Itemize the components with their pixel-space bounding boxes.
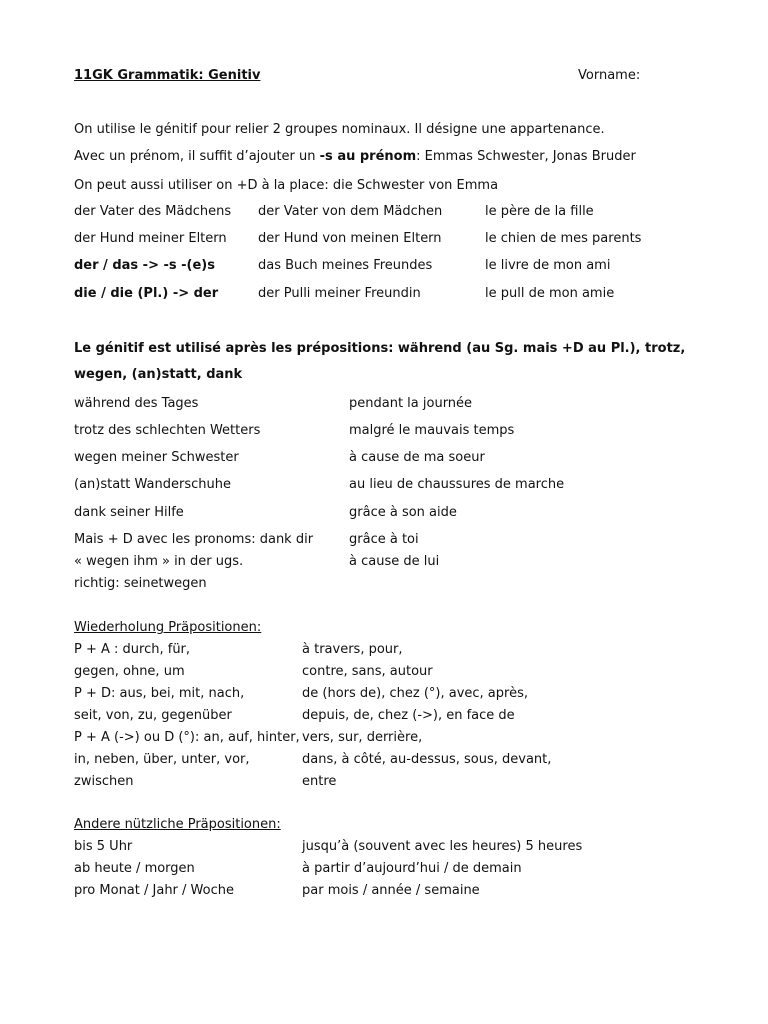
example-de: während des Tages [74,396,199,411]
review-de: P + A : durch, für, [74,642,191,657]
review-fr: de (hors de), chez (°), avec, après, [302,686,528,701]
intro-line-2-bold: -s au prénom [319,149,417,164]
example-fr: à cause de ma soeur [349,450,485,465]
other-de: bis 5 Uhr [74,839,133,854]
other-fr: jusqu’à (souvent avec les heures) 5 heures [302,839,583,854]
example-de: (an)statt Wanderschuhe [74,477,231,492]
review-fr: depuis, de, chez (->), en face de [302,708,515,723]
pronoun-note-fr: grâce à toi [349,532,419,547]
review-de: seit, von, zu, gegenüber [74,708,232,723]
intro-line-1: On utilise le génitif pour relier 2 groupes nominaux. Il désigne une appartenance. [74,122,605,137]
genitive-rule-masculine-neuter: der / das -> -s -(e)s [74,258,215,273]
french-translation: le livre de mon ami [485,258,611,273]
pronoun-note-de: Mais + D avec les pronoms: dank dir [74,532,314,547]
genitive-rule-feminine-plural: die / die (Pl.) -> der [74,286,219,301]
review-de: zwischen [74,774,134,789]
other-heading: Andere nützliche Präpositionen: [74,817,281,832]
review-de: P + D: aus, bei, mit, nach, [74,686,245,701]
example-fr: malgré le mauvais temps [349,423,515,438]
prepositions-heading-line-2: wegen, (an)statt, dank [74,367,243,382]
genitive-example: der Hund meiner Eltern [74,231,227,246]
review-fr: entre [302,774,337,789]
example-de: wegen meiner Schwester [74,450,239,465]
other-de: pro Monat / Jahr / Woche [74,883,234,898]
review-fr: dans, à côté, au-dessus, sous, devant, [302,752,552,767]
prepositions-heading-line-1: Le génitif est utilisé après les prépositions: während (au Sg. mais +D au Pl.), trotz, [74,341,686,356]
french-translation: le pull de mon amie [485,286,615,301]
example-fr: pendant la journée [349,396,473,411]
review-fr: contre, sans, autour [302,664,433,679]
review-de: in, neben, über, unter, vor, [74,752,250,767]
intro-line-2 [74,149,636,165]
other-fr: par mois / année / semaine [302,883,480,898]
other-de: ab heute / morgen [74,861,195,876]
review-fr: vers, sur, derrière, [302,730,423,745]
review-fr: à travers, pour, [302,642,403,657]
review-de: P + A (->) ou D (°): an, auf, hinter, [74,730,300,745]
genitive-example: der Vater des Mädchens [74,204,232,219]
dative-example: das Buch meines Freundes [258,258,433,273]
intro-line-3: On peut aussi utiliser on +D à la place: die Schwester von Emma [74,178,499,193]
french-translation: le chien de mes parents [485,231,642,246]
colloquial-note-fr: à cause de lui [349,554,440,569]
example-fr: au lieu de chaussures de marche [349,477,565,492]
correct-form-note: richtig: seinetwegen [74,576,207,591]
french-translation: le père de la fille [485,204,594,219]
vorname-label: Vorname: [578,68,641,83]
colloquial-note-de: « wegen ihm » in der ugs. [74,554,244,569]
dative-example: der Vater von dem Mädchen [258,204,443,219]
example-de: trotz des schlechten Wetters [74,423,261,438]
other-fr: à partir d’aujourd’hui / de demain [302,861,522,876]
worksheet-title: 11GK Grammatik: Genitiv [74,68,261,83]
dative-example: der Pulli meiner Freundin [258,286,421,301]
example-fr: grâce à son aide [349,505,457,520]
review-heading: Wiederholung Präpositionen: [74,620,262,635]
example-de: dank seiner Hilfe [74,505,184,520]
intro-line-2-end: : Emmas Schwester, Jonas Bruder [416,149,636,164]
intro-line-2-start: Avec un prénom, il suffit d’ajouter un [74,149,320,164]
review-de: gegen, ohne, um [74,664,185,679]
dative-example: der Hund von meinen Eltern [258,231,442,246]
